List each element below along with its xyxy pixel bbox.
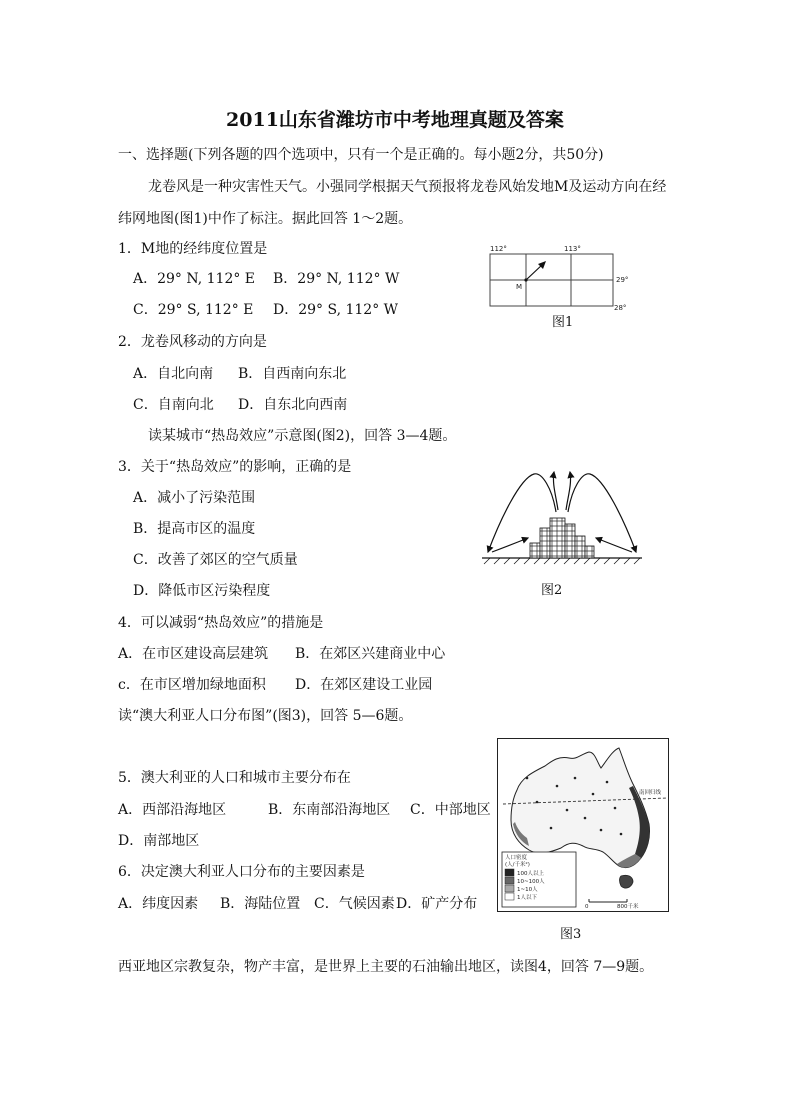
question-2-option-c: C．自南向北 — [133, 397, 214, 413]
left-surface-inflow-arrow — [492, 538, 528, 552]
question-3-option-a: A．减小了污染范围 — [133, 490, 256, 506]
scale-km: 800千米 — [617, 904, 639, 910]
question-4-option-b: B．在郊区兴建商业中心 — [295, 646, 446, 662]
legend-swatch-2 — [505, 877, 514, 884]
question-1-stem: 1．M地的经纬度位置是 — [118, 241, 268, 257]
legend-swatch-3 — [505, 885, 514, 892]
right-surface-inflow-arrow — [596, 538, 632, 552]
question-6-option-c: C．气候因素 — [314, 896, 395, 912]
tropic-label: 南回归线 — [639, 790, 662, 796]
figure-1-caption: 图1 — [552, 315, 574, 330]
legend-swatch-4 — [505, 893, 514, 900]
legend-label-2: 10~100人 — [517, 879, 545, 885]
figure-2-caption: 图2 — [541, 583, 563, 598]
section-heading: 一、选择题(下列各题的四个选项中，只有一个是正确的。每小题2分，共50分) — [118, 147, 604, 163]
figure-3-australia-map — [497, 738, 669, 912]
figure-2-heat-island — [482, 466, 652, 576]
question-1-option-c: C．29° S, 112° E — [133, 302, 254, 318]
label-lat-28: 28° — [614, 304, 627, 312]
question-5-stem: 5．澳大利亚的人口和城市主要分布在 — [118, 770, 351, 786]
question-4-option-a: A．在市区建设高层建筑 — [118, 646, 269, 662]
intro-tornado-2: 纬网地图(图1)中作了标注。据此回答 1～2题。 — [118, 211, 413, 227]
legend-unit: (人/千米²) — [505, 862, 530, 868]
page-title: 2011山东省潍坊市中考地理真题及答案 — [226, 109, 564, 131]
legend-swatch-1 — [505, 869, 514, 876]
question-6-option-a: A．纬度因素 — [118, 896, 199, 912]
question-3-option-b: B．提高市区的温度 — [133, 521, 256, 537]
question-4-option-d: D．在郊区建设工业园 — [295, 677, 433, 693]
figure-3-caption: 图3 — [560, 927, 582, 942]
question-2-option-d: D．自东北向西南 — [238, 397, 348, 413]
question-6-stem: 6．决定澳大利亚人口分布的主要因素是 — [118, 864, 365, 880]
legend-label-3: 1~10人 — [517, 887, 538, 893]
question-5-option-a: A．西部沿海地区 — [118, 802, 227, 818]
intro-heat-island: 读某城市“热岛效应”示意图(图2)，回答 3—4题。 — [148, 428, 457, 444]
question-5-option-c: C．中部地区 — [410, 802, 491, 818]
question-5-option-d: D．南部地区 — [118, 833, 200, 849]
intro-tornado-1: 龙卷风是一种灾害性天气。小强同学根据天气预报将龙卷风始发地M及运动方向在经 — [148, 179, 667, 195]
question-2-option-b: B．自西南向东北 — [238, 366, 347, 382]
question-6-option-b: B．海陆位置 — [220, 896, 301, 912]
tasmania — [620, 875, 634, 888]
legend-title: 人口密度 — [505, 855, 528, 861]
question-3-stem: 3．关于“热岛效应”的影响，正确的是 — [118, 459, 352, 475]
label-lon-112: 112° — [490, 245, 507, 253]
legend-label-1: 100人以上 — [517, 871, 544, 877]
intro-west-asia: 西亚地区宗教复杂，物产丰富，是世界上主要的石油输出地区，读图4，回答 7—9题。 — [118, 959, 654, 975]
question-1-option-a: A．29° N, 112° E — [133, 271, 256, 287]
scale-zero: 0 — [585, 904, 589, 910]
city-buildings — [530, 518, 594, 558]
point-m — [524, 278, 527, 281]
question-2-stem: 2．龙卷风移动的方向是 — [118, 334, 267, 350]
question-4-option-c: c．在市区增加绿地面积 — [118, 677, 266, 693]
question-5-option-b: B．东南部沿海地区 — [268, 802, 391, 818]
question-6-option-d: D．矿产分布 — [396, 896, 478, 912]
question-1-option-d: D．29° S, 112° W — [273, 302, 399, 318]
legend-label-4: 1人以下 — [517, 895, 537, 901]
intro-australia: 读“澳大利亚人口分布图”(图3)，回答 5—6题。 — [118, 708, 413, 724]
ground-hatching — [484, 558, 640, 564]
label-point-m: M — [516, 283, 523, 291]
question-2-option-a: A．自北向南 — [133, 366, 214, 382]
figure-1-grid-map — [485, 240, 645, 320]
question-4-stem: 4．可以减弱“热岛效应”的措施是 — [118, 615, 324, 631]
question-1-option-b: B．29° N, 112° W — [273, 271, 400, 287]
question-3-option-d: D．降低市区污染程度 — [133, 583, 271, 599]
question-3-option-c: C．改善了郊区的空气质量 — [133, 552, 298, 568]
label-lat-29: 29° — [616, 276, 629, 284]
label-lon-113: 113° — [564, 245, 581, 253]
